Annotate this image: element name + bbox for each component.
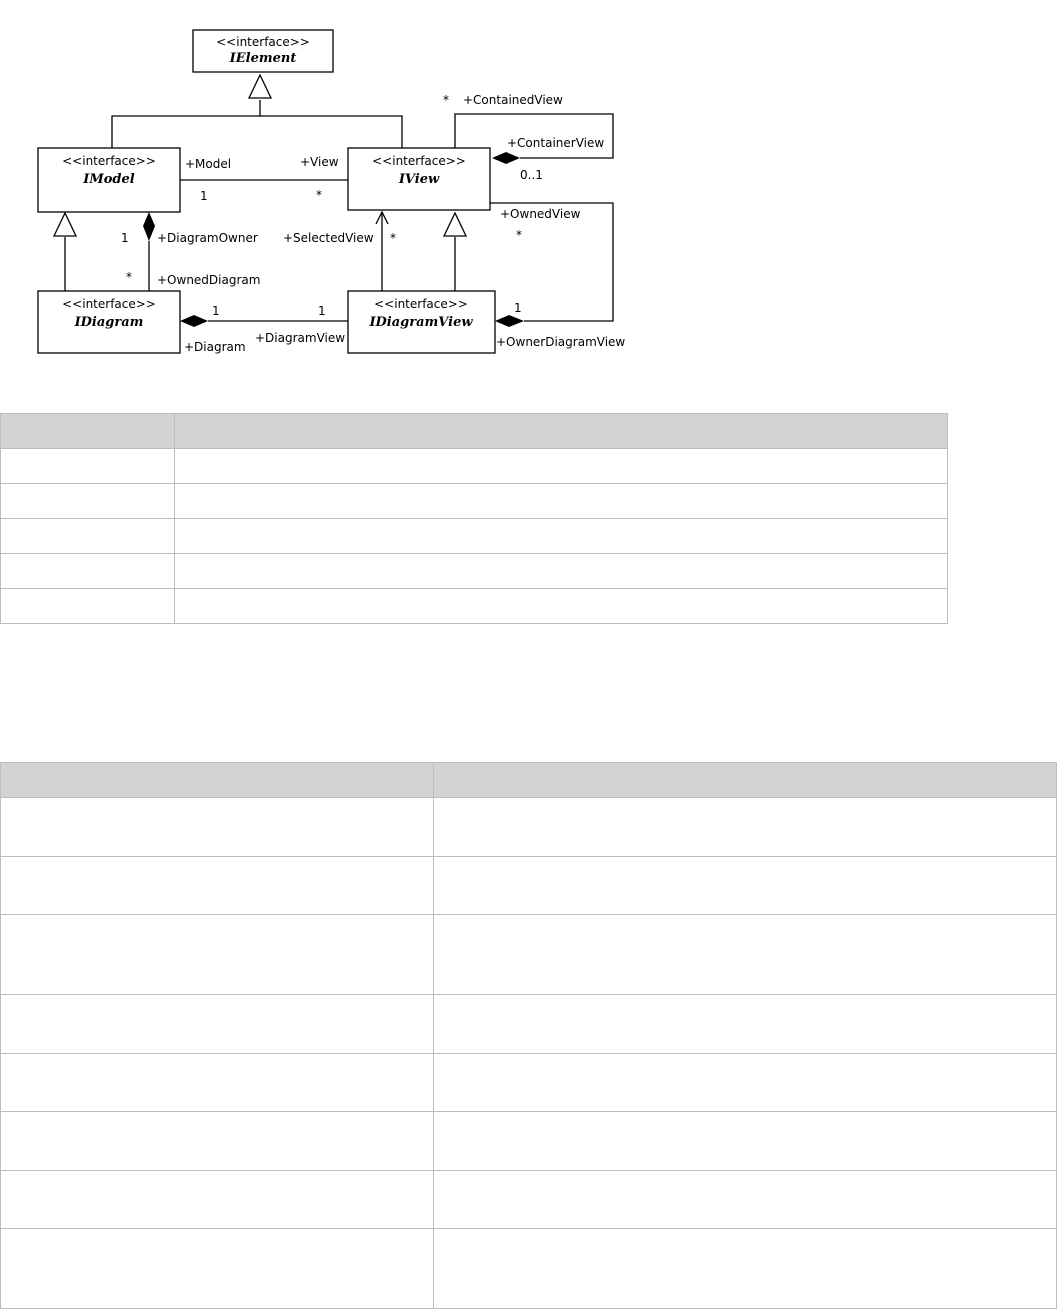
table-row: [1, 995, 1057, 1054]
table-cell: [1, 1229, 434, 1309]
idiagramview-name: IDiagramView: [369, 315, 473, 330]
view-role: +View: [300, 155, 339, 169]
table-cell: [1, 1171, 434, 1229]
table-cell: [434, 1229, 1057, 1309]
container-view-multiplicity: 0..1: [520, 168, 543, 182]
composition-diamond-diagram: [180, 315, 208, 327]
table-cell: [434, 915, 1057, 995]
owner-diagramview-role: +OwnerDiagramView: [496, 335, 626, 349]
diagram-owner-multiplicity: 1: [121, 231, 129, 245]
ielement-stereotype: <<interface>>: [216, 35, 310, 49]
table-cell: [1, 798, 434, 857]
table-cell: [1, 1112, 434, 1171]
table-cell: [175, 484, 948, 519]
table-cell: [1, 554, 175, 589]
generalization-arrowhead-imodel: [54, 213, 76, 236]
owned-diagram-role: +OwnedDiagram: [157, 273, 261, 287]
table-cell: [434, 1171, 1057, 1229]
table-row: [1, 798, 1057, 857]
selected-view-role: +SelectedView: [283, 231, 374, 245]
iview-stereotype: <<interface>>: [372, 154, 466, 168]
table-row: [1, 589, 948, 624]
table-cell: [1, 915, 434, 995]
generalization-iview-ielement: [260, 116, 402, 148]
contained-view-role: +ContainedView: [463, 93, 563, 107]
table-cell: [175, 554, 948, 589]
table-row: [1, 857, 1057, 915]
diagram-role: +Diagram: [184, 340, 246, 354]
owner-diagramview-multiplicity: 1: [514, 301, 522, 315]
table-row: [1, 1054, 1057, 1112]
table-cell: [1, 449, 175, 484]
table-row: [1, 1112, 1057, 1171]
model-multiplicity: 1: [200, 189, 208, 203]
generalization-imodel-ielement: [112, 100, 260, 148]
table-row: [1, 915, 1057, 995]
diagram-owner-role: +DiagramOwner: [157, 231, 258, 245]
table-cell: [1, 484, 175, 519]
selected-view-multiplicity: *: [390, 231, 396, 245]
diagram-multiplicity: 1: [212, 304, 220, 318]
table-cell: [1, 589, 175, 624]
diagramview-multiplicity: 1: [318, 304, 326, 318]
table-cell: [434, 798, 1057, 857]
model-role: +Model: [185, 157, 232, 171]
table-1: [0, 413, 948, 624]
ielement-name: IElement: [229, 51, 297, 66]
diagramview-role: +DiagramView: [255, 331, 346, 345]
generalization-arrowhead-ielement: [249, 75, 271, 98]
view-multiplicity: *: [316, 188, 322, 202]
generalization-arrowhead-iview: [444, 213, 466, 236]
container-view-role: +ContainerView: [507, 136, 605, 150]
table-row: [1, 484, 948, 519]
table-row: [1, 554, 948, 589]
owned-diagram-multiplicity: *: [126, 270, 132, 284]
table-cell: [175, 449, 948, 484]
idiagramview-stereotype: <<interface>>: [374, 297, 468, 311]
idiagram-name: IDiagram: [74, 315, 144, 330]
table-header-cell: [1, 763, 434, 798]
imodel-name: IModel: [83, 172, 135, 187]
table-row: [1, 519, 948, 554]
table-2: [0, 762, 1057, 1309]
table-cell: [1, 1054, 434, 1112]
table-row: [1, 1171, 1057, 1229]
table-header-cell: [434, 763, 1057, 798]
table-cell: [434, 857, 1057, 915]
table-cell: [1, 519, 175, 554]
table-cell: [175, 519, 948, 554]
table-cell: [1, 857, 434, 915]
composition-diamond-container: [492, 152, 520, 164]
table-header-row: [1, 414, 948, 449]
owned-view-multiplicity: *: [516, 228, 522, 242]
composition-diamond-ownerdiagramview: [495, 315, 524, 327]
table-row: [1, 449, 948, 484]
imodel-stereotype: <<interface>>: [62, 154, 156, 168]
iview-name: IView: [398, 172, 440, 187]
table-header-row: [1, 763, 1057, 798]
table-cell: [434, 1112, 1057, 1171]
table-cell: [175, 589, 948, 624]
uml-class-diagram: [0, 0, 660, 370]
composition-diamond-diagramowner: [143, 212, 155, 241]
table-cell: [434, 1054, 1057, 1112]
contained-view-multiplicity: *: [443, 93, 449, 107]
table-header-cell: [175, 414, 948, 449]
table-cell: [1, 995, 434, 1054]
idiagram-stereotype: <<interface>>: [62, 297, 156, 311]
table-row: [1, 1229, 1057, 1309]
table-cell: [434, 995, 1057, 1054]
owned-view-role: +OwnedView: [500, 207, 581, 221]
table-header-cell: [1, 414, 175, 449]
